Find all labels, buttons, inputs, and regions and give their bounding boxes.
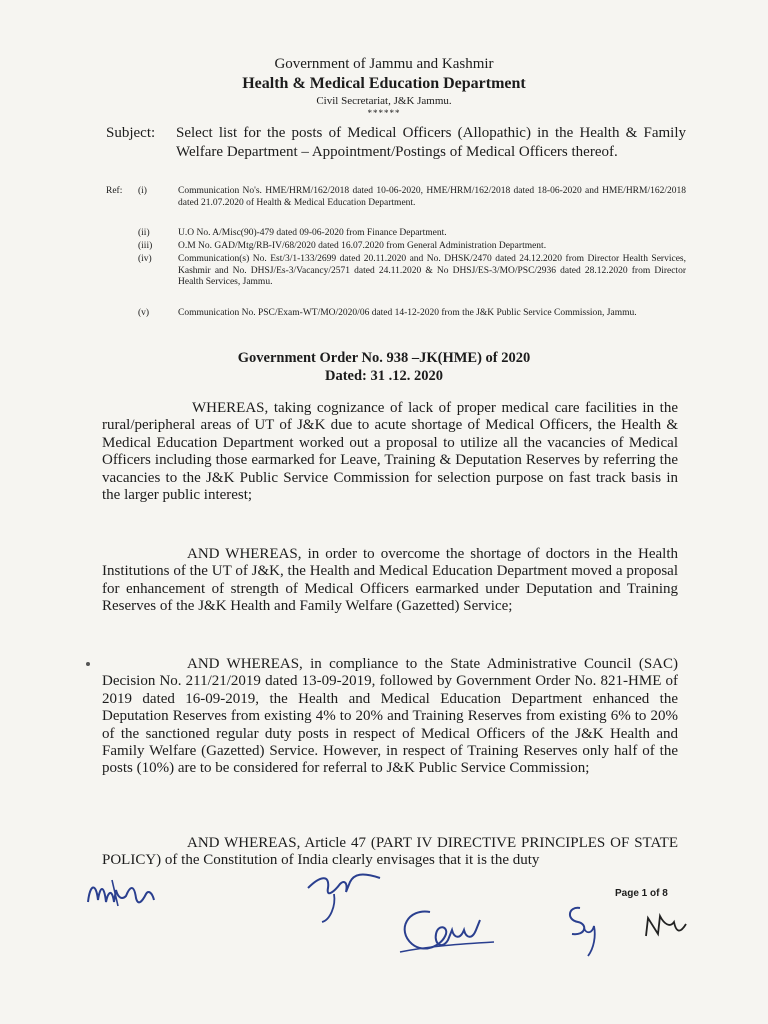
signature-5 (640, 910, 690, 946)
ref-text: Communication No's. HME/HRM/162/2018 dated 10-06-2020, HME/HRM/162/2018 dated 18-06-2020 and HME/HRM/162/2018 dated 21.07.2020 of Health & Medical Education Department. (178, 186, 686, 208)
ref-number: (iv) (138, 254, 152, 264)
ref-number: (iii) (138, 241, 153, 251)
ref-label: Ref: (106, 186, 123, 196)
signature-3 (390, 900, 500, 960)
paragraph-4: AND WHEREAS, Article 47 (PART IV DIRECTIVE PRINCIPLES OF STATE POLICY) of the Constitution of India clearly envisages that it is the duty (102, 835, 678, 869)
page-number: Page 1 of 8 (615, 888, 668, 899)
ink-dot (86, 662, 90, 666)
ref-text: O.M No. GAD/Mtg/RB-IV/68/2020 dated 16.07.2020 from General Administration Department. (178, 241, 547, 251)
paragraph-3: AND WHEREAS, in compliance to the State Administrative Council (SAC) Decision No. 211/21/2019 dated 13-09-2019, followed by Government Order No. 821-HME of 2019 dated 16-09-2019, the Health and Medical Education Department enhanced the Deputation Reserves from existing 4% to 20% and Training Reserves from existing 6% to 20% of the sanctioned regular duty posts in respect of Medical Officers of the J&K Health and Family Welfare (Gazetted) Service. However, in respect of Training Reserves only half of the posts (10%) are to be considered for referral to J&K Public Service Commission; (102, 656, 678, 777)
ref-text: U.O No. A/Misc(90)-479 dated 09-06-2020 from Finance Department. (178, 228, 447, 238)
ref-text: Communication No. PSC/Exam-WT/MO/2020/06 dated 14-12-2020 from the J&K Public Service Commission, Jammu. (178, 308, 637, 318)
header-department: Health & Medical Education Department (242, 75, 526, 92)
header-stars: ****** (367, 108, 401, 118)
order-number: Government Order No. 938 –JK(HME) of 2020 (237, 350, 531, 366)
signature-1 (82, 872, 172, 922)
ref-number: (v) (138, 308, 150, 318)
signature-2 (300, 858, 390, 928)
ref-number: (ii) (138, 228, 150, 238)
signature-4 (558, 900, 618, 960)
header-secretariat: Civil Secretariat, J&K Jammu. (316, 95, 452, 107)
subject-label: Subject: (106, 125, 156, 141)
ref-number: (i) (138, 186, 147, 196)
subject-text: Select list for the posts of Medical Officers (Allopathic) in the Health & Family Welfare Department – Appointment/Postings of Medical Officers thereof. (176, 125, 686, 160)
ref-text: Communication(s) No. Est/3/1-133/2699 dated 20.11.2020 and No. DHSK/2470 dated 24.12.2020 from Director Health Services, Kashmir and No. DHSJ/Es-3/Vacancy/2571 dated 24.11.2020 & No DHSJ/ES-3/MO/PSC/2936 dated 28.12.2020 from Director Health Services, Jammu. (178, 254, 686, 287)
header-government: Government of Jammu and Kashmir (274, 56, 494, 72)
order-date: Dated: 31 .12. 2020 (324, 368, 443, 384)
paragraph-1: WHEREAS, taking cognizance of lack of proper medical care facilities in the rural/peripheral areas of UT of J&K due to acute shortage of Medical Officers, the Health & Medical Education Department worked out a proposal to utilize all the vacancies of Medical Officers including those earmarked for Leave, Training & Deputation Reserves by referring the vacancies to the J&K Public Service Commission for selection purpose on fast track basis in the larger public interest; (102, 400, 678, 504)
paragraph-2: AND WHEREAS, in order to overcome the shortage of doctors in the Health Institutions of the UT of J&K, the Health and Medical Education Department moved a proposal for enhancement of strength of Medical Officers earmarked under Deputation and Training Reserves of the J&K Health and Family Welfare (Gazetted) Service; (102, 546, 678, 615)
